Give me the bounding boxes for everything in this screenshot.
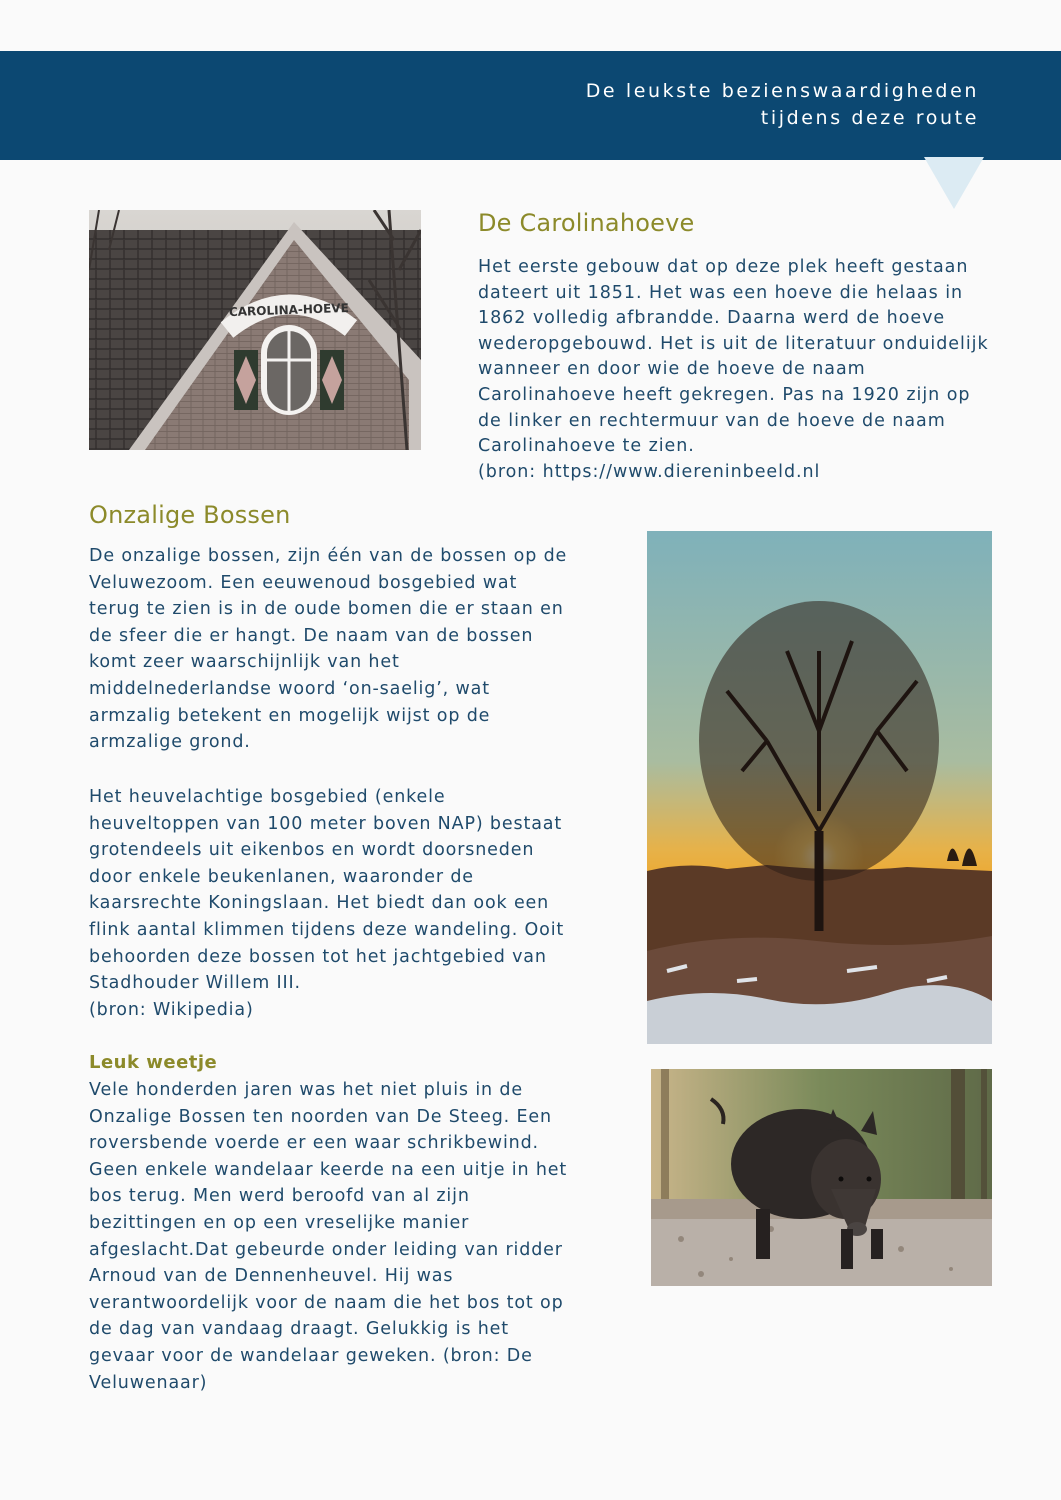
text-line: armzalig betekent en mogelijk wijst op de	[89, 705, 491, 726]
text-line: afgeslacht.Dat gebeurde onder leiding van ridder	[89, 1239, 563, 1260]
onzalige-paragraph-1	[89, 543, 567, 756]
text-line: flink aantal klimmen tijdens deze wandeling. Ooit	[89, 919, 565, 940]
text-line: Geen enkele wandelaar keerde na een uitje in het	[89, 1159, 568, 1180]
text-line: heuveltoppen van 100 meter boven NAP) bestaat	[89, 813, 563, 834]
text-line: terug te zien is in de oude bomen die er staan en	[89, 599, 564, 620]
text-line: bezittingen en op een vreselijke manier	[89, 1212, 470, 1233]
onzalige-paragraph-2	[89, 784, 564, 1023]
text-line: wanneer en door wie de hoeve de naam	[478, 359, 866, 380]
leuk-weetje-heading: Leuk weetje	[89, 1052, 218, 1073]
carolinahoeve-heading: De Carolinahoeve	[478, 209, 695, 237]
text-line: Carolinahoeve heeft gekregen. Pas na 1920 zijn op	[478, 384, 971, 405]
text-line: Carolinahoeve te zien.	[478, 436, 695, 457]
text-line: door enkele beukenlanen, waaronder de	[89, 866, 474, 887]
text-line: 1862 volledig afbrandde. Daarna werd de hoeve	[478, 308, 946, 329]
carolinahoeve-text	[478, 255, 989, 485]
header-title-line: De leukste bezienswaardigheden	[585, 80, 979, 102]
farm-sign-text: CAROLINA-HOEVE	[228, 300, 350, 320]
header-title-line: tijdens deze route	[760, 107, 979, 129]
source-line: Veluwenaar)	[89, 1372, 208, 1393]
text-line: gevaar voor de wandelaar geweken. (bron: De	[89, 1345, 533, 1366]
header-title	[586, 78, 979, 132]
text-line: dateert uit 1851. Het was een hoeve die helaas in	[478, 282, 964, 303]
text-line: de sfeer die er hangt. De naam van de bossen	[89, 625, 534, 646]
text-line: Stadhouder Willem III.	[89, 973, 301, 994]
text-line: kaarsrechte Koningslaan. Het biedt dan ook een	[89, 893, 550, 914]
text-line: Het eerste gebouw dat op deze plek heeft gestaan	[478, 257, 969, 277]
leuk-weetje-text	[89, 1077, 567, 1396]
onzalige-bossen-heading: Onzalige Bossen	[89, 501, 291, 529]
text-line: de linker en rechtermuur van de hoeve de naam	[478, 410, 946, 431]
text-line: behoorden deze bossen tot het jachtgebied van	[89, 946, 547, 967]
text-line: Onzalige Bossen ten noorden van De Steeg. Een	[89, 1106, 552, 1127]
text-line: bos terug. Men werd beroofd van al zijn	[89, 1186, 470, 1207]
text-line: Arnoud van de Dennenheuvel. Hij was	[89, 1266, 454, 1287]
text-line: Vele honderden jaren was het niet pluis in de	[89, 1080, 523, 1100]
text-line: wederopgebouwd. Het is uit de literatuur onduidelijk	[478, 333, 989, 354]
carolinahoeve-photo	[89, 210, 421, 450]
text-line: grotendeels uit eikenbos en wordt doorsneden	[89, 840, 535, 861]
sunset-tree-photo	[647, 531, 992, 1044]
text-line: de dag van vandaag draagt. Gelukkig is het	[89, 1319, 509, 1340]
header-triangle-decoration	[924, 157, 984, 209]
source-line: (bron: Wikipedia)	[89, 999, 254, 1020]
text-line: middelnederlandse woord ‘on-saelig’, wat	[89, 678, 490, 699]
text-line: De onzalige bossen, zijn één van de bossen op de	[89, 546, 568, 566]
text-line: komt zeer waarschijnlijk van het	[89, 652, 400, 673]
text-line: roversbende voerde er een waar schrikbewind.	[89, 1133, 539, 1154]
text-line: Veluwezoom. Een eeuwenoud bosgebied wat	[89, 572, 518, 593]
source-line: (bron: https://www.diereninbeeld.nl	[478, 461, 821, 482]
text-line: verantwoordelijk voor de naam die het bos tot op	[89, 1292, 564, 1313]
text-line: armzalige grond.	[89, 732, 251, 753]
wild-boar-photo	[651, 1069, 992, 1286]
text-line: Het heuvelachtige bosgebied (enkele	[89, 787, 446, 807]
